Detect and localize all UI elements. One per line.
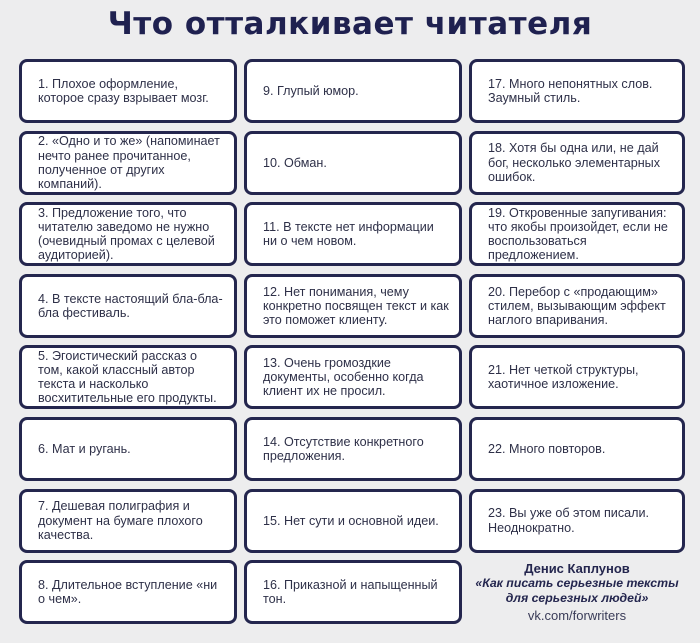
reason-card-22: 22. Много повторов. <box>469 417 685 481</box>
reason-card-1: 1. Плохое оформление, которое сразу взрывает мозг. <box>19 59 237 123</box>
credit-book-title: «Как писать серьезные тексты для серьезных людей» <box>475 576 679 605</box>
reason-card-4: 4. В тексте настоящий бла-бла-бла фестиваль. <box>19 274 237 338</box>
reason-card-16: 16. Приказной и напыщенный тон. <box>244 560 462 624</box>
page-title: Что отталкивает читателя <box>107 6 593 42</box>
reason-card-21: 21. Нет четкой структуры, хаотичное изложение. <box>469 345 685 409</box>
reason-card-10: 10. Обман. <box>244 131 462 195</box>
credit-link[interactable]: vk.com/forwriters <box>527 607 627 623</box>
reason-card-17: 17. Много непонятных слов. Заумный стиль. <box>469 59 685 123</box>
credit-block <box>469 560 685 624</box>
reason-card-18: 18. Хотя бы одна или, не дай бог, несколько элементарных ошибок. <box>469 131 685 195</box>
reason-card-14: 14. Отсутствие конкретного предложения. <box>244 417 462 481</box>
reason-card-15: 15. Нет сути и основной идеи. <box>244 489 462 553</box>
reason-card-3: 3. Предложение того, что читателю заведомо не нужно (очевидный промах с целевой аудиторией). <box>19 202 237 266</box>
reason-card-12: 12. Нет понимания, чему конкретно посвящен текст и как это поможет клиенту. <box>244 274 462 338</box>
reason-card-11: 11. В тексте нет информации ни о чем новом. <box>244 202 462 266</box>
reason-card-13: 13. Очень громоздкие документы, особенно когда клиент их не просил. <box>244 345 462 409</box>
reason-card-6: 6. Мат и ругань. <box>19 417 237 481</box>
reasons-grid <box>19 59 685 624</box>
credit-author: Денис Каплунов <box>524 560 630 576</box>
reason-card-19: 19. Откровенные запугивания: что якобы произойдет, если не воспользоваться предложением. <box>469 202 685 266</box>
reason-card-2: 2. «Одно и то же» (напоминает нечто ранее прочитанное, полученное от других компаний). <box>19 131 237 195</box>
reason-card-20: 20. Перебор с «продающим» стилем, вызывающим эффект наглого впаривания. <box>469 274 685 338</box>
reason-card-23: 23. Вы уже об этом писали. Неоднократно. <box>469 489 685 553</box>
reason-card-5: 5. Эгоистический рассказ о том, какой классный автор текста и насколько восхитительные его продукты. <box>19 345 237 409</box>
reason-card-7: 7. Дешевая полиграфия и документ на бумаге плохого качества. <box>19 489 237 553</box>
reason-card-8: 8. Длительное вступление «ни о чем». <box>19 560 237 624</box>
reason-card-9: 9. Глупый юмор. <box>244 59 462 123</box>
